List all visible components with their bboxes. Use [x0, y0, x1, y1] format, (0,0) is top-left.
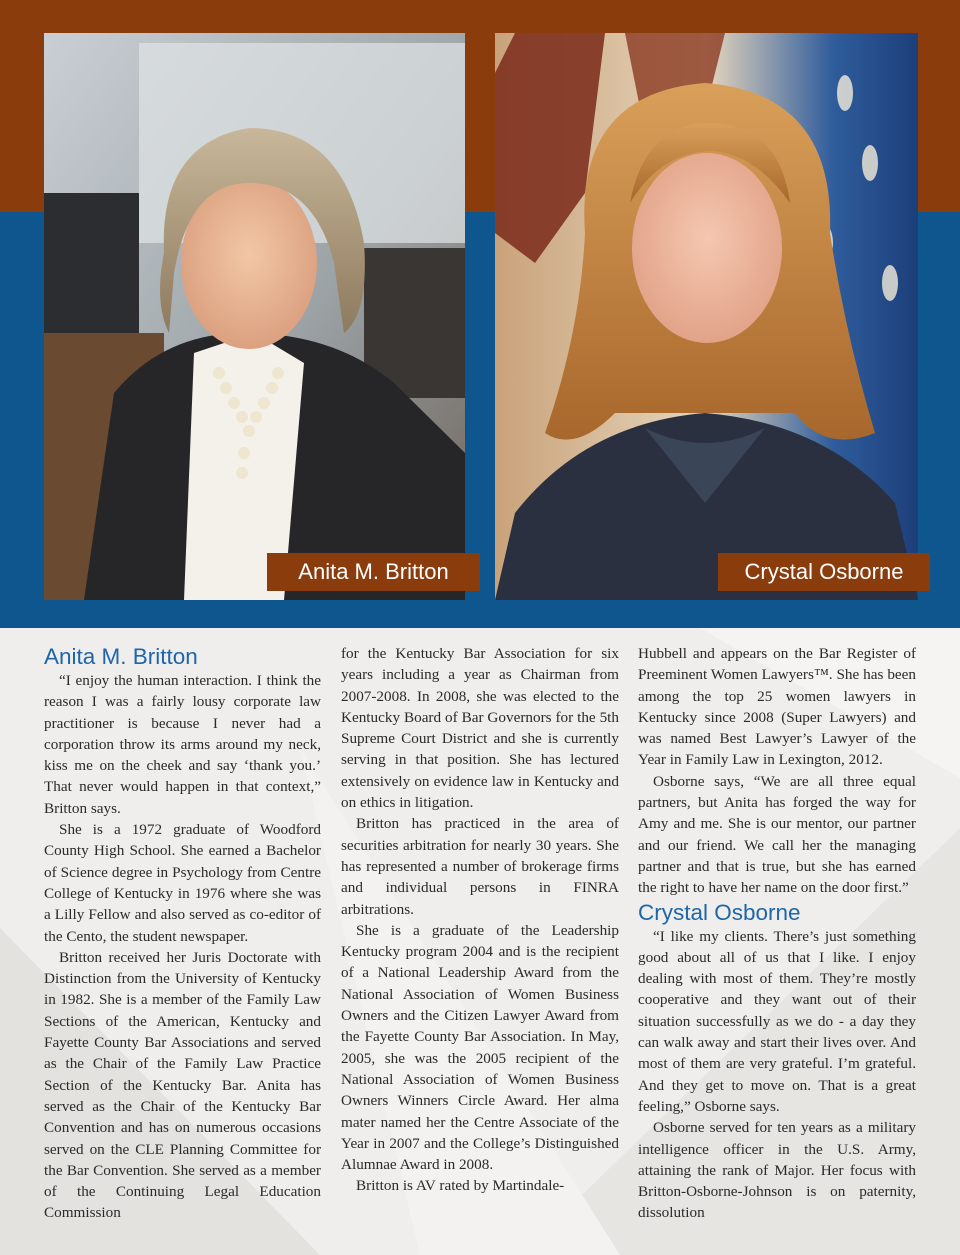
- section-heading-britton: Anita M. Britton: [44, 644, 198, 669]
- article-column-3: [638, 643, 916, 1224]
- portrait-photo-osborne: [495, 33, 918, 600]
- paragraph: She is a graduate of the Leadership Kentucky program 2004 and is the recipient of a National Leadership Award from the National Association of Women Business Owners and the Citizen Lawyer Award from the Fayette County Bar Association. In May, 2005, she was the 2005 recipient of the National Association of Women Business Owners Winners Circle Award. Her alma mater named her the Centre Associate of the Year in 2007 and the College’s Distinguished Alumnae Award in 2008.: [341, 921, 619, 1174]
- portrait-photo-britton: [44, 33, 465, 600]
- paragraph: Britton received her Juris Doctorate with Distinction from the University of Kentucky in 1982. She is a member of the Family Law Sections of the American, Kentucky and Fayette County Bar Associations and served as the Chair of the Family Law Practice Section of the Kentucky Bar. Anita has served as the Chair of the Kentucky Bar Convention and has on numerous occasions served on the CLE Planning Committee for the Bar Convention. She served as a member of the Continuing Legal Education Commission: [44, 948, 321, 1222]
- article-column-1: [44, 643, 321, 1224]
- article-column-2: [341, 643, 619, 1197]
- paragraph: Osborne says, “We are all three equal partners, but Anita has forged the way for Amy and me. She is our mentor, our partner and our friend. We call her the managing partner and that is true, but she has earned the right to have her name on the door first.”: [638, 772, 916, 897]
- paragraph: for the Kentucky Bar Association for six years including a year as Chairman from 2007-2008. In 2008, she was elected to the Kentucky Board of Bar Governors for the 5th Supreme Court District and she is currently serving in that position. She has lectured extensively on evidence law in Kentucky and on ethics in litigation.: [341, 645, 619, 812]
- paragraph: Britton has practiced in the area of securities arbitration for nearly 30 years. She has represented a number of brokerage firms and individual persons in FINRA arbitrations.: [341, 815, 619, 918]
- photo-caption-osborne: Crystal Osborne: [718, 553, 930, 591]
- paragraph: Osborne served for ten years as a military intelligence officer in the U.S. Army, attaining the rank of Major. Her focus with Britton-Osborne-Johnson is on paternity, dissolution: [638, 1119, 916, 1222]
- paragraph: Britton is AV rated by Martindale-: [356, 1177, 565, 1195]
- paragraph: “I enjoy the human interaction. I think the reason I was a fairly lousy corporate law practitioner is because I never had a corporation throw its arms around my neck, kiss me on the cheek and say ‘thank you.’ That never would happen in that context,” Britton says.: [44, 672, 321, 817]
- section-heading-osborne: Crystal Osborne: [638, 899, 801, 925]
- paragraph: “I like my clients. There’s just something good about all of us that I like. I enjoy dealing with most of them. They’re mostly cooperative and they want out of their situation successfully as we do - a day they can walk away and start their lives over. And most of them are very grateful. I’m grateful. And they get to move on. That is a great feeling,” Osborne says.: [638, 927, 916, 1115]
- paragraph: Hubbell and appears on the Bar Register of Preeminent Women Lawyers™. She has been among the top 25 women lawyers in Kentucky since 2008 (Super Lawyers) and was named Best Lawyer’s Lawyer of the Year in Family Law in Lexington, 2012.: [638, 645, 916, 769]
- paragraph: She is a 1972 graduate of Woodford County High School. She earned a Bachelor of Science degree in Psychology from Centre College of Kentucky in 1976 where she was a Lilly Fellow and also served as co-editor of the Cento, the student newspaper.: [44, 821, 321, 945]
- photo-caption-britton: Anita M. Britton: [267, 553, 480, 591]
